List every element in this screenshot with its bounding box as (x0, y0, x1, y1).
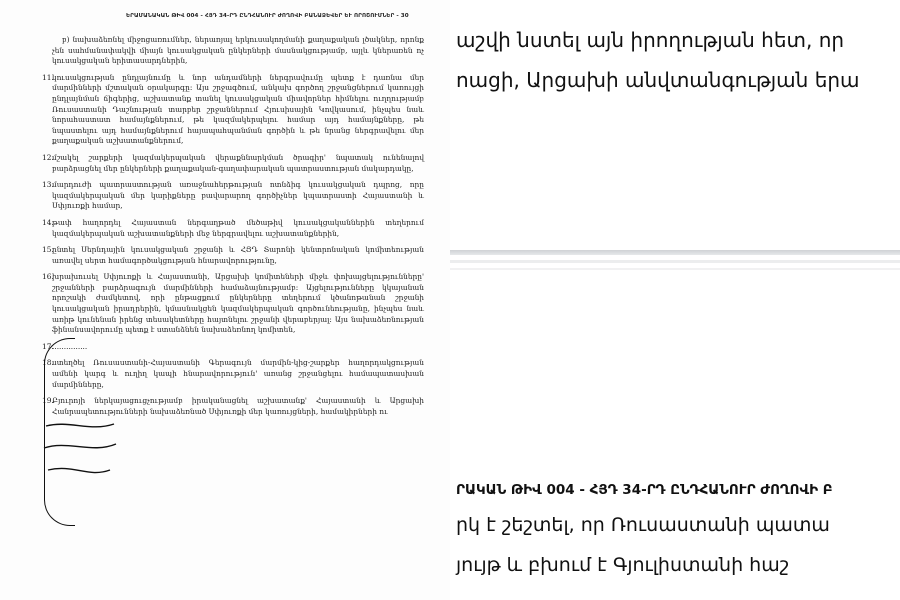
list-item-14 (42, 217, 424, 239)
list-item-number: 13. (42, 180, 54, 190)
page-running-header: ԵՐԱՄԱՆԱԿԱՆ ԹԻՎ 004 - ՀՅԴ 34-ՐԴ ԸՆԴՀԱՆՈՒՐ ԺՈՂՈՎԻ ԲԱՆԱՁԵՎԵՐ ԵՒ ՈՐՈՇՈՒՄՆԵՐ - 30 (126, 13, 409, 19)
zoomed-crop-top (450, 0, 900, 205)
page-edge-stripe (450, 268, 900, 270)
list-item-15 (42, 245, 424, 266)
list-item-number: 17. (42, 341, 54, 351)
page-edge-stripe (450, 250, 900, 255)
zoomed-text-line: յույթ և բխում է Գյուլիստանի հաշ (456, 554, 790, 576)
list-item-b (52, 35, 424, 67)
list-item-12 (42, 152, 424, 174)
list-item-number: 12. (42, 152, 54, 162)
page-edge-stripe (450, 260, 900, 263)
list-item-number: 16. (42, 272, 54, 282)
zoomed-text-line: աշվի նստել այն իրողության հետ, որ (456, 28, 845, 52)
document-body (42, 35, 424, 423)
zoomed-crops-panel (450, 0, 900, 600)
list-item-number: 14. (42, 217, 54, 227)
handwritten-scribble-mark (40, 418, 120, 488)
zoomed-text-line: ոացի, Արցախի անվտանգության երա (456, 68, 860, 92)
list-item-number: 19. (42, 396, 54, 406)
list-item-13 (42, 180, 424, 212)
list-item-text: խրախուսել Սփյուռքի և Հայաստանի, Արցախի կոմիտեների միջև փոխայցելությունները' շրջանների բարձրագույն մարմինների համաձայնությամբ: Այցելությունները կկայանան որոշակի ժամկետով, որի ընթացքում ընկերները տեղերում կծանոթանան շրջանի կուսակցական իրադրերին, կմասնակցեն կազմակերպական գործունեությանը, ինչպես նաև առիթ կունենան իրենց տեսակետները հայտնելու շրջանի վերաբերյալ: Այս նախաձեռնության ֆինանսավորումը պետք է ստանձնեն նախաձեռնող կոմիտեն, (52, 272, 424, 335)
list-item-number: 15. (42, 245, 54, 255)
list-item-text: կուսակցության ընդլայնումը և նոր անդամների ներգրավումը պետք է դառնա մեր մարմինների մշտական օրակարգը: Այս շրջագծում, անկախ գործող շրջանցներում կառույցի ընդլայնման ճիգերից, աշխատանք տանել կուսակցական միավորներ հիմնելու ուղղությամբ Ռուսաստանի Դաշնության տարբեր շրջաններում Հյուսիսային Կովկասում, ինչպես նաև նորահաստատ համայնքներում, թե կազմակերպելու համար այդ համայնքները, թե նպաստելու այդ համայնքներում հայապահպանման գործին և թե նրանց ներգրավելու մեր քաղաքական աշխատանքներում, (52, 72, 424, 146)
list-item-text: մշակել շարքերի կազմակերպական վերաքննարկման ծրագիր' նպատակ ունենալով բարձրացնել մեր ընկերների քաղաքական-գաղափարական պատրաստության մակարդակը, (52, 152, 424, 173)
list-item-text: բ) նախաձեռնել միջոցառումներ, ներառյալ երկուսակողմանի քաղաքական լծակներ, որոնք չեն սահմանափակվի միայն կուսակցական ընկերների մասնակցությամբ, այլև կներառեն ոչ կուսակցական երիտասարդներին, (52, 35, 424, 66)
list-item-number: 11. (42, 72, 54, 82)
list-item-text: մարդուժի պատրաստության առաջնահերթության ոտնձիգ կուսակցական դպրոց, որը կազմակերպական մեր կարիքները բավարարող գործիչներ կպատրաստի Հայաստանի և Սփյուռքի համար, (52, 180, 424, 211)
list-item-text: ............... (52, 341, 88, 351)
zoomed-crop-bottom (450, 480, 900, 600)
list-item-16 (42, 272, 424, 336)
list-item-text: թափ հաղորդել Հայաստան ներգաղթած մեծաթիվ կուսակցականներին տեղերում կազմակերպական աշխատանքների մեջ ներգրավելու աշխատանքներին, (52, 217, 424, 238)
zoomed-running-header: ՐԱԿԱՆ ԹԻՎ 004 - ՀՅԴ 34-ՐԴ ԸՆԴՀԱՆՈՒՐ ԺՈՂՈՎԻ Բ (456, 482, 833, 498)
list-item-text: Բյուրոյի ներկայացուցչությամբ իրականացնել աշխատանք' Հայաստանի և Արցախի Հանրապետությունների նախաձեռնած Սփյուռքի մեր կառույցների, համակիրների ու (52, 396, 424, 416)
zoomed-text-line: րկ է շեշտել, որ Ռուսաստանի պատա (456, 514, 830, 536)
list-item-number: 18. (42, 358, 54, 368)
page-edge-band (450, 240, 900, 292)
list-item-text: ստեղծել Ռուսաստանի-Հայաստանի Գերագույն մարմին-կից-շարքեր հաղորդակցության ամենի կարգ և ուղիղ կապի հնարավորություն' առանց շրջանցելու համապատասխան մարմինները, (52, 358, 424, 389)
list-item-19 (42, 396, 424, 417)
list-item-11 (42, 72, 424, 147)
list-item-18 (42, 358, 424, 390)
list-item-text: ընտել Սերնդային կուսակցական շրջանի և ՀՅԴ Տարոնի կենտրոնական կոմիտեության առավել սերտ համագործակցության հնարավորությունը, (52, 245, 424, 265)
list-item-17 (42, 341, 424, 353)
